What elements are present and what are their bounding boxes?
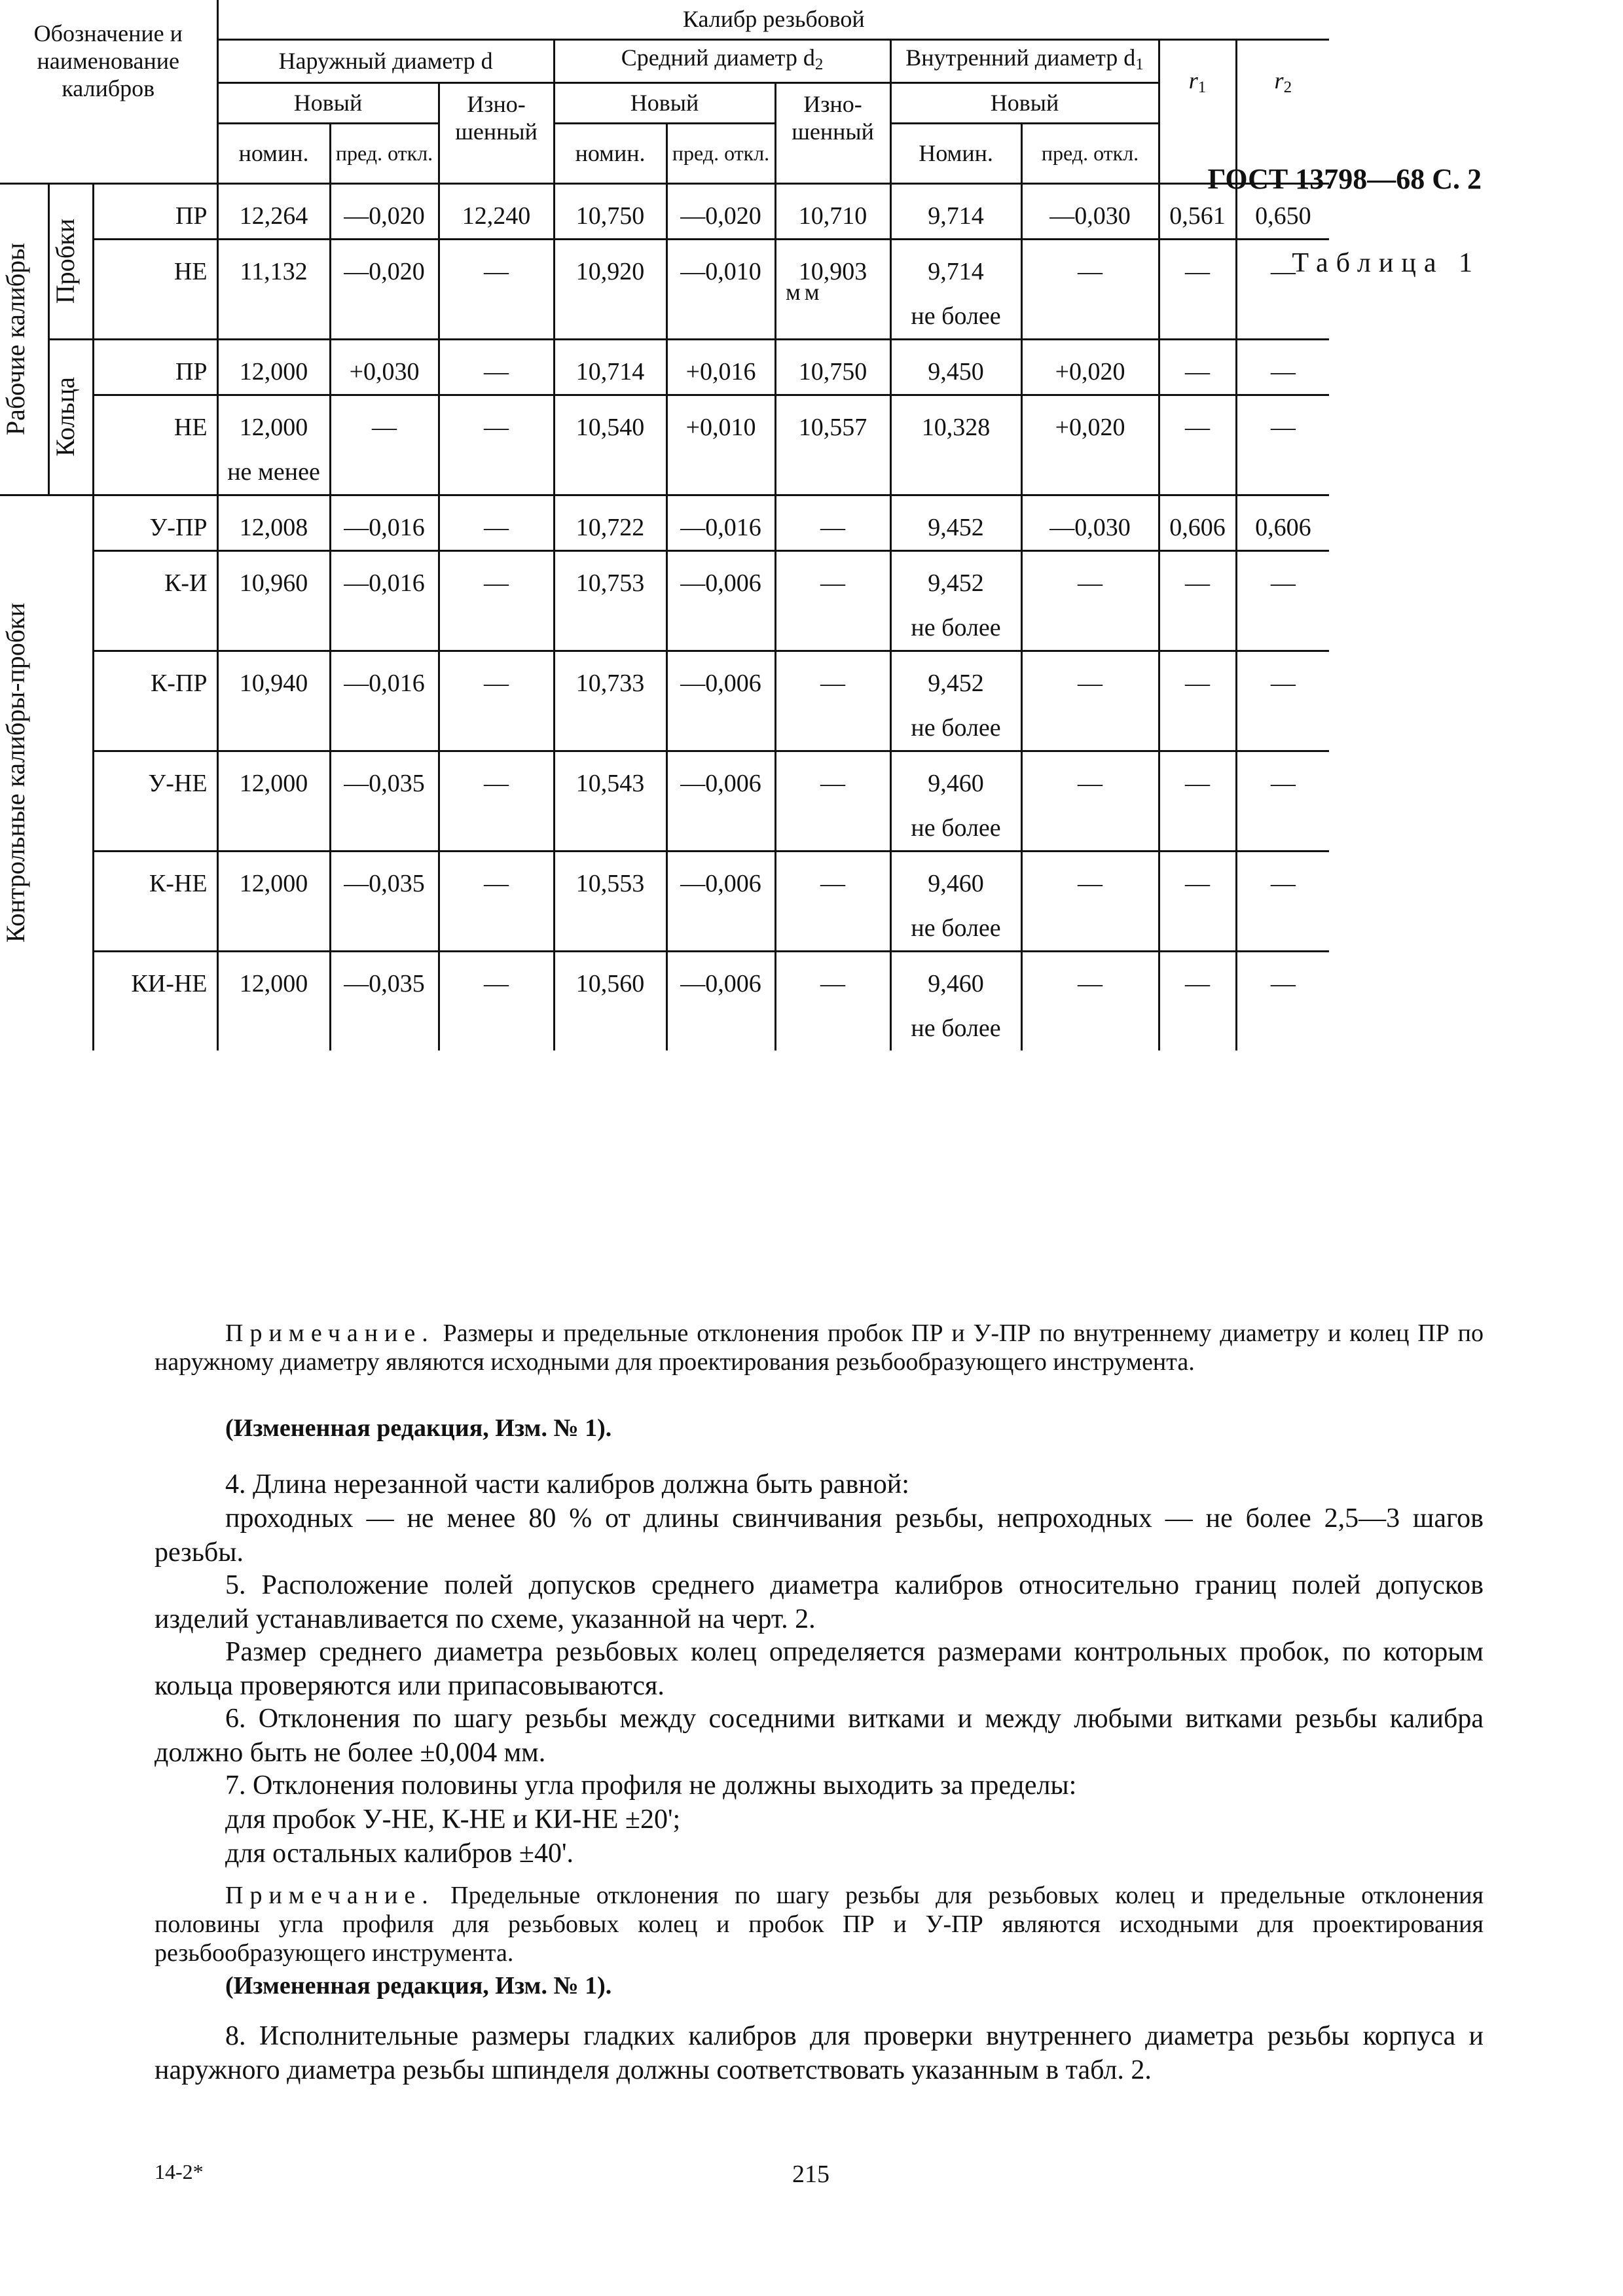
note-not-more: не более: [911, 1014, 1001, 1042]
cell-r1: —: [1159, 851, 1236, 951]
cell-d1-dev: —: [1021, 651, 1159, 751]
cell-d2-dev: —0,020: [666, 183, 775, 239]
cell-d2-worn: 10,710: [775, 183, 890, 239]
cell-d1-dev: —: [1021, 751, 1159, 851]
cell-d-worn: —: [439, 851, 554, 951]
paragraph-8: 8. Исполнительные размеры гладких калибров для проверки внутреннего диаметра резьбы корпуса и наружного диаметра резьбы шпинделя должны соответствовать указанным в табл. 2.: [155, 2021, 1484, 2085]
cell-d2-worn: —: [775, 651, 890, 751]
gauge-name: НЕ: [93, 239, 217, 339]
cell-d-nom: 10,940: [217, 651, 330, 751]
paragraph-7c: для остальных калибров ±40'.: [225, 1839, 574, 1869]
cell-d2-worn: —: [775, 951, 890, 1050]
cell-d2-worn: —: [775, 495, 890, 550]
gauge-name: К-ПР: [93, 651, 217, 751]
cell-d2-nom: 10,543: [554, 751, 666, 851]
header-worn: Изно-шенный: [775, 82, 890, 183]
cell-d-worn: —: [439, 395, 554, 495]
header-nom: номин.: [554, 123, 666, 183]
cell-d1-nom: 9,460 не более: [890, 951, 1021, 1050]
cell-r1: —: [1159, 395, 1236, 495]
cell-d-worn: —: [439, 495, 554, 550]
cell-r1: 0,561: [1159, 183, 1236, 239]
cell-d-dev: —0,020: [330, 239, 439, 339]
cell-d2-nom: 10,750: [554, 183, 666, 239]
cell-d2-nom: 10,553: [554, 851, 666, 951]
paragraph-4a: 4. Длина нерезанной части калибров должна быть равной:: [225, 1469, 909, 1499]
note-not-more: не более: [911, 302, 1001, 330]
paragraph-7a: 7. Отклонения половины угла профиля не должны выходить за пределы:: [225, 1770, 1077, 1801]
gauge-name: ПР: [93, 339, 217, 395]
gauge-name: КИ-НЕ: [93, 951, 217, 1050]
gauge-name: К-НЕ: [93, 851, 217, 951]
cell-d1-nom: 9,460 не более: [890, 851, 1021, 951]
cell-d-dev: —0,016: [330, 651, 439, 751]
cell-r1: 0,606: [1159, 495, 1236, 550]
table-row: [0, 495, 1329, 550]
note-not-more: не более: [911, 814, 1001, 842]
paragraph-4b: проходных — не менее 80 % от длины свинчивания резьбы, непроходных — не более 2,5—3 шагов резьбы.: [155, 1503, 1484, 1568]
cell-d-dev: —0,035: [330, 751, 439, 851]
group-control: Контрольные калибры-пробки: [1, 603, 30, 943]
cell-r2: 0,606: [1236, 495, 1329, 550]
cell-d-dev: —0,016: [330, 495, 439, 550]
gauge-table: [0, 0, 1329, 1050]
cell-r1: —: [1159, 339, 1236, 395]
note-1-revision: (Измененная редакция, Изм. № 1).: [225, 1414, 612, 1442]
cell-d2-nom: 10,540: [554, 395, 666, 495]
header-new: Новый: [554, 82, 775, 123]
cell-r1: —: [1159, 239, 1236, 339]
table-row: [0, 550, 1329, 651]
group-plugs: Пробки: [50, 218, 80, 304]
cell-r2: —: [1236, 851, 1329, 951]
cell-d2-worn: 10,557: [775, 395, 890, 495]
cell-r2: —: [1236, 239, 1329, 339]
cell-d2-nom: 10,714: [554, 339, 666, 395]
cell-d1-nom: 9,460 не более: [890, 751, 1021, 851]
gauge-name: У-НЕ: [93, 751, 217, 851]
cell-d1-dev: —: [1021, 951, 1159, 1050]
paragraph-7b: для пробок У-НЕ, К-НЕ и КИ-НЕ ±20';: [225, 1804, 681, 1835]
header-new: Новый: [217, 82, 439, 123]
cell-d-nom: 12,000: [217, 851, 330, 951]
cell-d-nom: 12,264: [217, 183, 330, 239]
note-not-less: не менее: [227, 457, 320, 486]
note-2-revision: (Измененная редакция, Изм. № 1).: [225, 1972, 612, 2000]
cell-r2: —: [1236, 339, 1329, 395]
cell-d-nom: 10,960: [217, 550, 330, 651]
header-nom: Номин.: [890, 123, 1021, 183]
cell-d1-dev: —: [1021, 550, 1159, 651]
group-working: Рабочие калибры: [1, 242, 30, 436]
cell-d-dev: —0,035: [330, 951, 439, 1050]
table-row: [0, 751, 1329, 851]
cell-d-nom: 12,008: [217, 495, 330, 550]
cell-d-worn: —: [439, 550, 554, 651]
gauge-name: ПР: [93, 183, 217, 239]
cell-d-nom: 12,000: [217, 751, 330, 851]
table-row: [0, 951, 1329, 1050]
cell-r2: —: [1236, 550, 1329, 651]
cell-d1-dev: —0,030: [1021, 495, 1159, 550]
paragraph-5b: Размер среднего диаметра резьбовых колец определяется размерами контрольных пробок, по которым кольца проверяются или припасовываются.: [155, 1637, 1484, 1701]
table-row: [0, 395, 1329, 495]
gauge-name: НЕ: [93, 395, 217, 495]
table-row: [0, 239, 1329, 339]
header-nom: номин.: [217, 123, 330, 183]
cell-d2-worn: 10,903: [775, 239, 890, 339]
table-row: [0, 339, 1329, 395]
gauge-name: К-И: [93, 550, 217, 651]
header-worn: Изно-шенный: [439, 82, 554, 183]
cell-d-dev: —0,016: [330, 550, 439, 651]
header-dev: пред. откл.: [666, 123, 775, 183]
paragraph-6: 6. Отклонения по шагу резьбы между соседними витками и между любыми витками резьбы калибра должно быть не более ±0,004 мм.: [155, 1704, 1484, 1768]
cell-d2-dev: —0,006: [666, 550, 775, 651]
cell-d1-nom: 9,714 не более: [890, 239, 1021, 339]
cell-d2-dev: +0,010: [666, 395, 775, 495]
cell-r2: —: [1236, 651, 1329, 751]
cell-d-dev: +0,030: [330, 339, 439, 395]
header-dev: пред. откл.: [1021, 123, 1159, 183]
cell-d2-dev: —0,006: [666, 951, 775, 1050]
cell-d2-dev: —0,006: [666, 851, 775, 951]
cell-r1: —: [1159, 951, 1236, 1050]
cell-r2: —: [1236, 395, 1329, 495]
cell-d-dev: —: [330, 395, 439, 495]
cell-d-worn: —: [439, 651, 554, 751]
cell-d-nom: 12,000: [217, 951, 330, 1050]
footer-code: 14-2*: [155, 2160, 204, 2183]
table-unit: мм: [786, 279, 824, 305]
cell-d2-worn: —: [775, 550, 890, 651]
header-r2: $r_2$: [1236, 39, 1329, 183]
cell-d-nom: 12,000 не менее: [217, 395, 330, 495]
cell-d2-dev: —0,006: [666, 751, 775, 851]
note-not-more: не более: [911, 713, 1001, 742]
cell-r1: —: [1159, 751, 1236, 851]
note-not-more: не более: [911, 613, 1001, 641]
table-row: [0, 651, 1329, 751]
table-caption: Таблица 1: [1292, 248, 1480, 278]
page-number: 215: [792, 2161, 830, 2188]
note-2: Примечание. Предельные отклонения по шагу резьбы для резьбовых колец и предельные отклонения половины угла профиля для резьбовых колец и пробок ПР и У-ПР являются исходными для проектирования резьбообразующего инструмента.: [155, 1882, 1484, 1967]
header-dev: пред. откл.: [330, 123, 439, 183]
cell-r1: —: [1159, 550, 1236, 651]
cell-d-nom: 11,132: [217, 239, 330, 339]
cell-d1-nom: 9,450: [890, 339, 1021, 395]
group-rings: Кольца: [50, 377, 80, 457]
cell-d1-nom: 9,452 не более: [890, 550, 1021, 651]
paragraph-5a: 5. Расположение полей допусков среднего диаметра калибров относительно границ полей допусков изделий устанавливается по схеме, указанной на черт. 2.: [155, 1570, 1484, 1634]
cell-d-worn: —: [439, 951, 554, 1050]
cell-d1-nom: 9,452: [890, 495, 1021, 550]
header-outer-diameter: Наружный диаметр d: [217, 39, 554, 82]
cell-d2-nom: 10,722: [554, 495, 666, 550]
header-r1: $r_1$: [1159, 39, 1236, 183]
note-not-more: не более: [911, 914, 1001, 942]
cell-d1-dev: —: [1021, 851, 1159, 951]
cell-r2: 0,650: [1236, 183, 1329, 239]
cell-d-worn: 12,240: [439, 183, 554, 239]
cell-d2-worn: —: [775, 851, 890, 951]
cell-d2-worn: —: [775, 751, 890, 851]
cell-d2-dev: +0,016: [666, 339, 775, 395]
cell-d-worn: —: [439, 751, 554, 851]
table-row: [0, 851, 1329, 951]
cell-d2-nom: 10,753: [554, 550, 666, 651]
cell-d-dev: —0,020: [330, 183, 439, 239]
cell-d1-dev: —0,030: [1021, 183, 1159, 239]
cell-d1-dev: —: [1021, 239, 1159, 339]
cell-d-dev: —0,035: [330, 851, 439, 951]
cell-r1: —: [1159, 651, 1236, 751]
note-1: Примечание. Размеры и предельные отклонения пробок ПР и У-ПР по внутреннему диаметру и колец ПР по наружному диаметру являются исходными для проектирования резьбообразующего инструмента.: [155, 1319, 1484, 1376]
cell-d2-dev: —0,010: [666, 239, 775, 339]
header-middle-diameter: Средний диаметр $d_2$: [554, 39, 890, 82]
gauge-name: У-ПР: [93, 495, 217, 550]
document-header: ГОСТ 13798—68 С. 2: [1207, 163, 1482, 195]
cell-d-nom: 12,000: [217, 339, 330, 395]
cell-d2-nom: 10,733: [554, 651, 666, 751]
cell-d2-nom: 10,920: [554, 239, 666, 339]
table-row: [0, 183, 1329, 239]
cell-d1-nom: 10,328: [890, 395, 1021, 495]
cell-d1-nom: 9,452 не более: [890, 651, 1021, 751]
cell-d-worn: —: [439, 339, 554, 395]
cell-d1-dev: +0,020: [1021, 395, 1159, 495]
cell-d1-nom: 9,714: [890, 183, 1021, 239]
cell-d2-worn: 10,750: [775, 339, 890, 395]
header-gauge: Калибр резьбовой: [217, 0, 1329, 39]
header-inner-diameter: Внутренний диаметр $d_1$: [890, 39, 1159, 82]
cell-d2-dev: —0,006: [666, 651, 775, 751]
cell-r2: —: [1236, 751, 1329, 851]
cell-d-worn: —: [439, 239, 554, 339]
cell-d1-dev: +0,020: [1021, 339, 1159, 395]
header-new: Новый: [890, 82, 1159, 123]
cell-d2-nom: 10,560: [554, 951, 666, 1050]
cell-d2-dev: —0,016: [666, 495, 775, 550]
cell-r2: —: [1236, 951, 1329, 1050]
header-designation: Обозначение и наименование калибров: [33, 20, 183, 101]
